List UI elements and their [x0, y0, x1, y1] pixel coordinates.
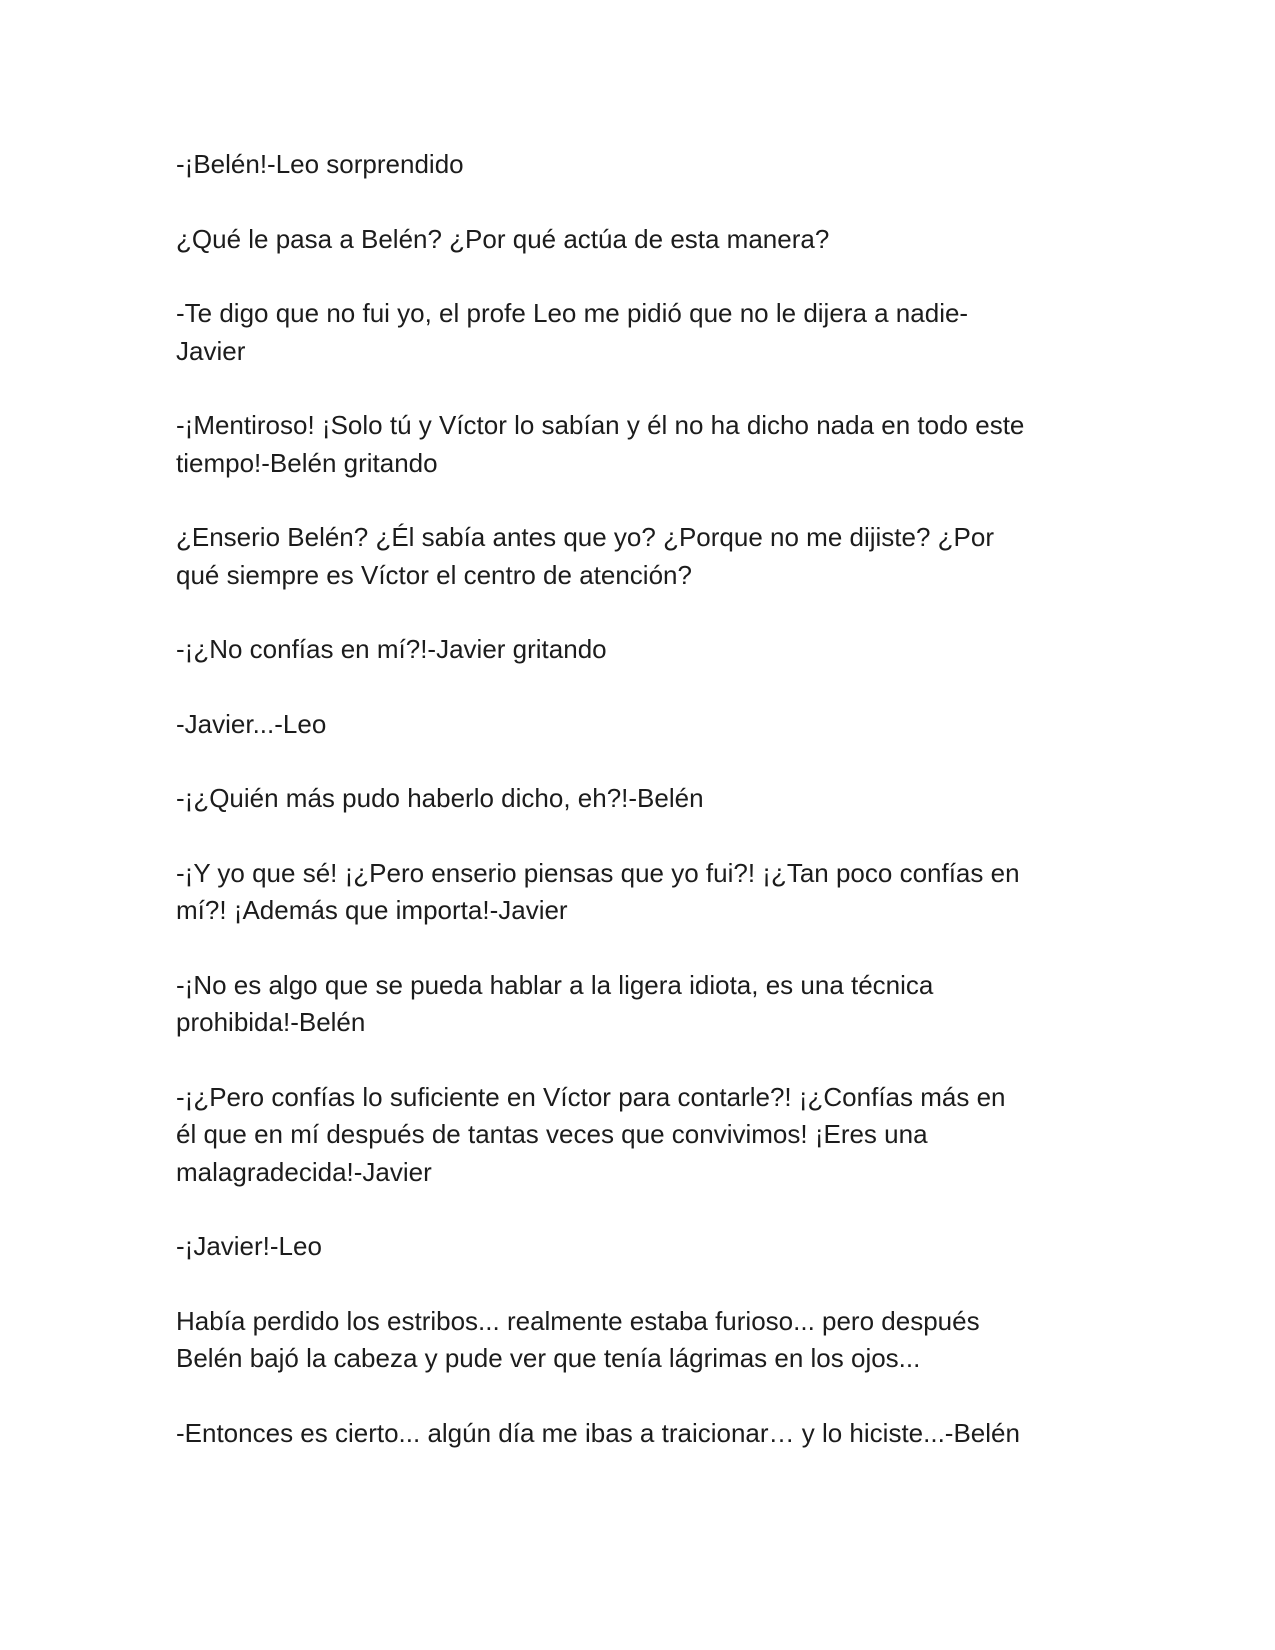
- paragraph: -¡Y yo que sé! ¡¿Pero enserio piensas que yo fui?! ¡¿Tan poco confías en mí?! ¡Además que importa!-Javier: [176, 857, 1020, 925]
- paragraph: -¡¿No confías en mí?!-Javier gritando: [176, 634, 607, 664]
- paragraph: -¡¿Quién más pudo haberlo dicho, eh?!-Belén: [176, 783, 704, 813]
- paragraph: -¡Mentiroso! ¡Solo tú y Víctor lo sabían y él no ha dicho nada en todo este tiempo!-Belén gritando: [176, 410, 1025, 478]
- paragraph: ¿Enserio Belén? ¿Él sabía antes que yo? ¿Porque no me dijiste? ¿Por qué siempre es Víctor el centro de atención?: [176, 522, 994, 590]
- document-body: [176, 146, 1096, 1489]
- paragraph: ¿Qué le pasa a Belén? ¿Por qué actúa de esta manera?: [176, 223, 830, 254]
- paragraph: Había perdido los estribos... realmente estaba furioso... pero después Belén bajó la cabeza y pude ver que tenía lágrimas en los ojos...: [176, 1305, 980, 1373]
- paragraph: -¡Belén!-Leo sorprendido: [176, 149, 464, 179]
- paragraph: -¡¿Pero confías lo suficiente en Víctor para contarle?! ¡¿Confías más en él que en mí después de tantas veces que convivimos! ¡Eres una malagradecida!-Javier: [176, 1081, 1006, 1187]
- paragraph: -Entonces es cierto... algún día me ibas a traicionar… y lo hiciste...-Belén: [176, 1417, 1020, 1448]
- paragraph: -¡No es algo que se pueda hablar a la ligera idiota, es una técnica prohibida!-Belén: [176, 969, 934, 1037]
- paragraph: -Javier...-Leo: [176, 708, 327, 739]
- paragraph: -Te digo que no fui yo, el profe Leo me pidió que no le dijera a nadie- Javier: [176, 298, 969, 366]
- paragraph: -¡Javier!-Leo: [176, 1231, 322, 1261]
